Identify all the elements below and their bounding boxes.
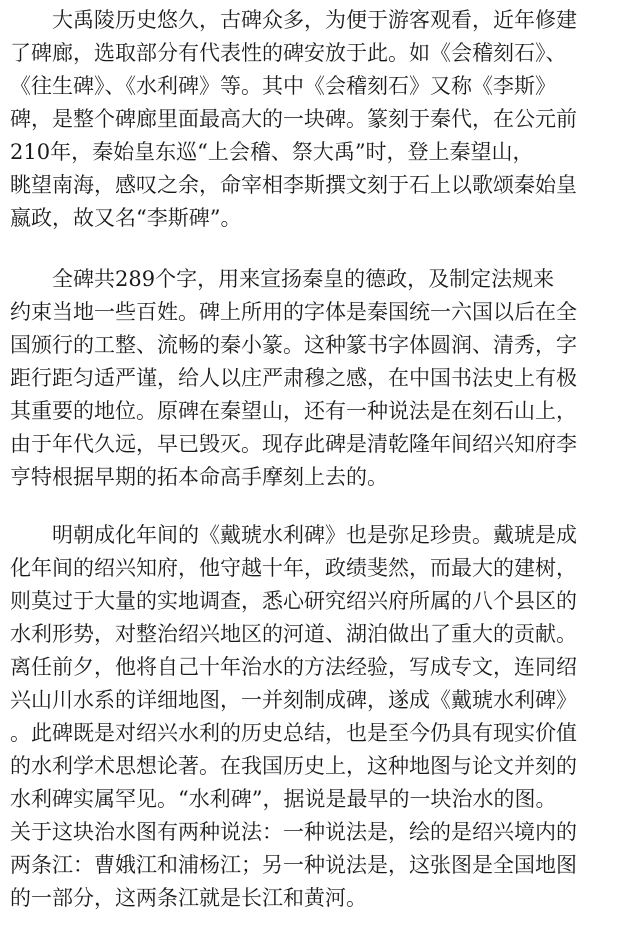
text-line: 化年间的绍兴知府，他守越十年，政绩斐然，而最大的建树， [10, 556, 577, 580]
text-line: 210年，秦始皇东巡“上会稽、祭大禹”时，登上秦望山， [10, 140, 534, 164]
text-line: 离任前夕，他将自己十年治水的方法经验，写成专文，连同绍 [10, 655, 577, 679]
text-line: 亨特根据早期的拓本命高手摩刻上去的。 [10, 465, 388, 489]
text-line: 则莫过于大量的实地调查，悉心研究绍兴府所属的八个县区的 [10, 589, 577, 613]
text-line: 水利形势，对整治绍兴地区的河道、湖泊做出了重大的贡献。 [10, 622, 577, 646]
text-line: 碑，是整个碑廊里面最高大的一块碑。篆刻于秦代，在公元前 [10, 107, 577, 131]
text-line: 其重要的地位。原碑在秦望山，还有一种说法是在刻石山上， [10, 399, 577, 423]
text-line: 大禹陵历史悠久，古碑众多，为便于游客观看，近年修建 [10, 8, 577, 32]
text-line: 的水利学术思想论著。在我国历史上，这种地图与论文并刻的 [10, 754, 577, 778]
text-line: 。此碑既是对绍兴水利的历史总结，也是至今仍具有现实价值 [10, 721, 577, 745]
text-line: 水利碑实属罕见。“水利碑”，据说是最早的一块治水的图。 [10, 787, 557, 811]
text-line: 全碑共289个字，用来宣扬秦皇的德政，及制定法规来 [10, 267, 555, 291]
text-line: 关于这块治水图有两种说法：一种说法是，绘的是绍兴境内的 [10, 820, 577, 844]
text-line: 约束当地一些百姓。碑上所用的字体是秦国统一六国以后在全 [10, 300, 577, 324]
text-line: 明朝成化年间的《戴琥水利碑》也是弥足珍贵。戴琥是成 [10, 523, 577, 547]
text-line: 距行距匀适严谨，给人以庄严肃穆之感，在中国书法史上有极 [10, 366, 577, 390]
text-line: 了碑廊，选取部分有代表性的碑安放于此。如《会稽刻石》、 [10, 41, 567, 65]
text-line: 的一部分，这两条江就是长江和黄河。 [10, 886, 367, 910]
text-line: 兴山川水系的详细地图，一并刻制成碑，遂成《戴琥水利碑》 [10, 688, 577, 712]
text-line: 嬴政，故又名“李斯碑”。 [10, 206, 242, 230]
text-line: 眺望南海，感叹之余，命宰相李斯撰文刻于石上以歌颂秦始皇 [10, 173, 577, 197]
text-line: 国颁行的工整、流畅的秦小篆。这种篆书字体圆润、清秀，字 [10, 333, 577, 357]
text-line: 《往生碑》、《水利碑》等。其中《会稽刻石》又称《李斯》 [10, 74, 556, 98]
text-line: 由于年代久远，早已毁灭。现存此碑是清乾隆年间绍兴知府李 [10, 432, 577, 456]
text-line: 两条江：曹娥江和浦杨江；另一种说法是，这张图是全国地图 [10, 853, 577, 877]
